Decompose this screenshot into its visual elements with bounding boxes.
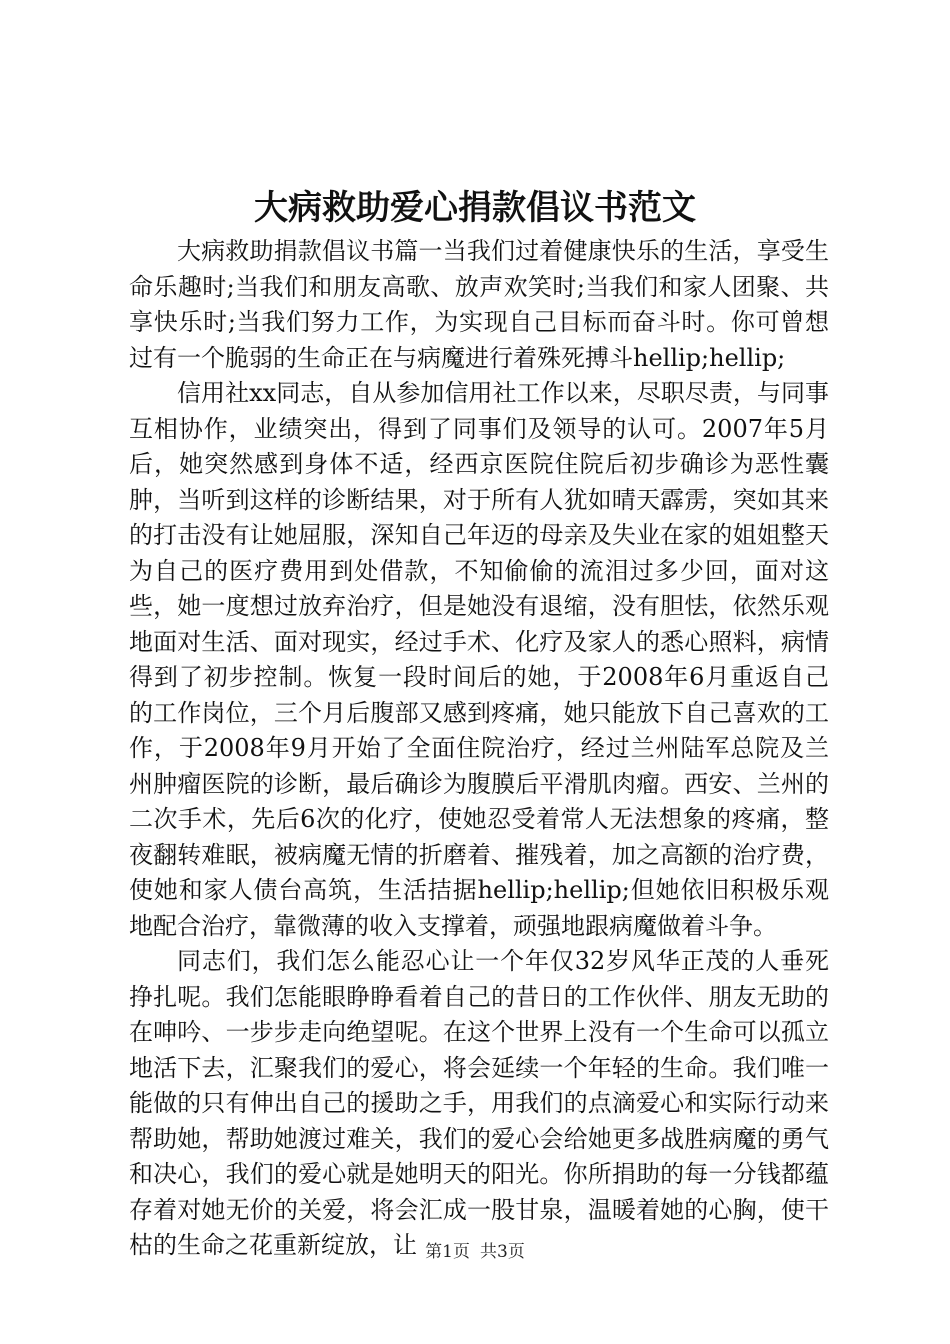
paragraph-story: 信用社xx同志，自从参加信用社工作以来，尽职尽责，与同事互相协作，业绩突出，得到了同事们及领导的认可。2007年5月后，她突然感到身体不适，经西京医院住院后初步确诊为恶性囊肿，当听到这样的诊断结果，对于所有人犹如晴天霹雳，突如其来的打击没有让她屈服，深知自己年迈的母亲及失业在家的姐姐整天为自己的医疗费用到处借款，不知偷偷的流泪过多少回，面对这些，她一度想过放弃治疗，但是她没有退缩，没有胆怯，依然乐观地面对生活、面对现实，经过手术、化疗及家人的悉心照料，病情得到了初步控制。恢复一段时间后的她，于2008年6月重返自己的工作岗位，三个月后腹部又感到疼痛，她只能放下自己喜欢的工作，于2008年9月开始了全面住院治疗，经过兰州陆军总院及兰州肿瘤医院的诊断，最后确诊为腹膜后平滑肌肉瘤。西安、兰州的二次手术，先后6次的化疗，使她忍受着常人无法想象的疼痛，整夜翻转难眠，被病魔无情的折磨着、摧残着，加之高额的治疗费，使她和家人债台高筑，生活拮据hellip;hellip;但她依旧积极乐观地配合治疗，靠微薄的收入支撑着，顽强地跟病魔做着斗争。	[129, 379, 829, 940]
document-title: 大病救助爱心捐款倡议书范文	[254, 188, 696, 228]
document-body	[129, 234, 829, 1264]
paragraph-appeal: 同志们，我们怎么能忍心让一个年仅32岁风华正茂的人垂死挣扎呢。我们怎能眼睁睁看着自己的昔日的工作伙伴、朋友无助的在呻吟、一步步走向绝望呢。在这个世界上没有一个生命可以孤立地活下去，汇聚我们的爱心，将会延续一个年轻的生命。我们唯一能做的只有伸出自己的援助之手，用我们的点滴爱心和实际行动来帮助她，帮助她渡过难关，我们的爱心会给她更多战胜病魔的勇气和决心，我们的爱心就是她明天的阳光。你所捐助的每一分钱都蕴存着对她无价的关爱，将会汇成一股甘泉，温暖着她的心胸，使干枯的生命之花重新绽放，让	[129, 947, 829, 1259]
page-total: 共3页	[480, 1242, 525, 1262]
paragraph-intro: 大病救助捐款倡议书篇一当我们过着健康快乐的生活，享受生命乐趣时;当我们和朋友高歌、放声欢笑时;当我们和家人团聚、共享快乐时;当我们努力工作，为实现自己目标而奋斗时。你可曾想过有一个脆弱的生命正在与病魔进行着殊死搏斗hellip;hellip;	[129, 237, 829, 372]
page-footer	[0, 1240, 950, 1264]
page-number: 第1页	[425, 1242, 470, 1262]
